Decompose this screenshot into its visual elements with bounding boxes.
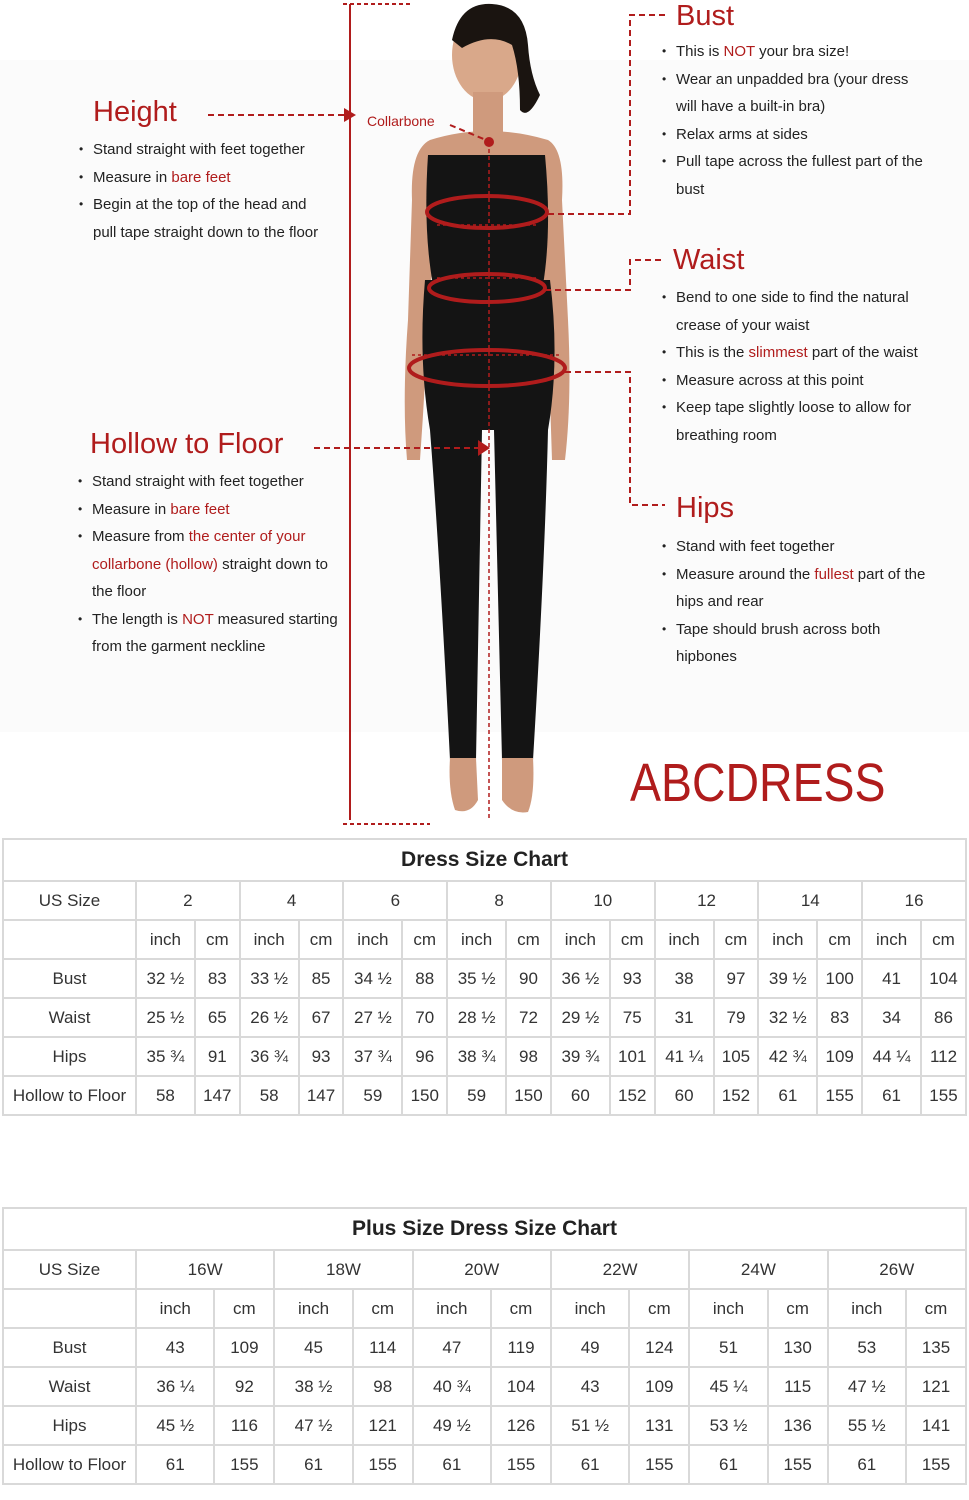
hollow-bullets bbox=[78, 468, 348, 661]
table-cell: 85 bbox=[299, 959, 344, 998]
table-cell: 105 bbox=[714, 1037, 759, 1076]
unit-header: inch bbox=[343, 920, 402, 959]
unit-blank bbox=[3, 920, 136, 959]
bullet-item: • Tape should brush across both hipbones bbox=[662, 616, 927, 671]
table-cell: 45 ¼ bbox=[689, 1367, 767, 1406]
table-cell: 65 bbox=[195, 998, 240, 1037]
table-cell: 31 bbox=[655, 998, 714, 1037]
size-header: 18W bbox=[274, 1250, 412, 1289]
height-bullets bbox=[79, 136, 329, 246]
unit-header: cm bbox=[299, 920, 344, 959]
table-cell: 83 bbox=[817, 998, 862, 1037]
bullet-item: • Bend to one side to find the natural crease of your waist bbox=[662, 284, 937, 339]
collarbone-label: Collarbone bbox=[367, 113, 435, 129]
table-cell: 40 ¾ bbox=[413, 1367, 491, 1406]
bullet-item: • Measure in bare feet bbox=[78, 496, 348, 524]
unit-header: inch bbox=[136, 920, 195, 959]
table-cell: 79 bbox=[714, 998, 759, 1037]
table-cell: 61 bbox=[758, 1076, 817, 1115]
unit-header: cm bbox=[353, 1289, 413, 1328]
size-header: 22W bbox=[551, 1250, 689, 1289]
size-header: 2 bbox=[136, 881, 240, 920]
table-cell: 61 bbox=[274, 1445, 352, 1484]
table-cell: 47 ½ bbox=[274, 1406, 352, 1445]
table-cell: 155 bbox=[214, 1445, 274, 1484]
bullet-item: • Relax arms at sides bbox=[662, 121, 927, 149]
table-cell: 45 ½ bbox=[136, 1406, 214, 1445]
table-cell: 58 bbox=[136, 1076, 195, 1115]
table-cell: 92 bbox=[214, 1367, 274, 1406]
table-row bbox=[3, 1445, 966, 1484]
unit-header: cm bbox=[610, 920, 655, 959]
bullet-item: • Stand straight with feet together bbox=[78, 468, 348, 496]
table-cell: 59 bbox=[343, 1076, 402, 1115]
table-cell: 135 bbox=[906, 1328, 966, 1367]
unit-header: inch bbox=[447, 920, 506, 959]
table-row bbox=[3, 1037, 966, 1076]
table-cell: 61 bbox=[551, 1445, 629, 1484]
table-cell: 45 bbox=[274, 1328, 352, 1367]
table-cell: 41 ¼ bbox=[655, 1037, 714, 1076]
table-cell: 49 bbox=[551, 1328, 629, 1367]
waist-title: Waist bbox=[673, 244, 745, 276]
table-cell: 35 ¾ bbox=[136, 1037, 195, 1076]
table-cell: 114 bbox=[353, 1328, 413, 1367]
table-cell: 36 ½ bbox=[551, 959, 610, 998]
table-row bbox=[3, 998, 966, 1037]
table-cell: 33 ½ bbox=[240, 959, 299, 998]
table-cell: 109 bbox=[214, 1328, 274, 1367]
table-cell: 55 ½ bbox=[828, 1406, 906, 1445]
unit-header: cm bbox=[906, 1289, 966, 1328]
unit-header: inch bbox=[551, 1289, 629, 1328]
bullet-item: • Pull tape across the fullest part of the bust bbox=[662, 148, 927, 203]
table-cell: 60 bbox=[655, 1076, 714, 1115]
brand-logo: ABCDRESS bbox=[630, 753, 886, 813]
table-cell: 83 bbox=[195, 959, 240, 998]
table-cell: 155 bbox=[629, 1445, 689, 1484]
bullet-item: • This is NOT your bra size! bbox=[662, 38, 927, 66]
table-row bbox=[3, 1328, 966, 1367]
table-cell: 75 bbox=[610, 998, 655, 1037]
unit-header: cm bbox=[195, 920, 240, 959]
table-cell: 29 ½ bbox=[551, 998, 610, 1037]
table-cell: 121 bbox=[906, 1367, 966, 1406]
unit-header: cm bbox=[491, 1289, 551, 1328]
table-cell: 53 ½ bbox=[689, 1406, 767, 1445]
table-cell: 38 ½ bbox=[274, 1367, 352, 1406]
bust-title: Bust bbox=[676, 0, 735, 32]
table-row bbox=[3, 959, 966, 998]
table-cell: 34 bbox=[862, 998, 921, 1037]
table-cell: 61 bbox=[862, 1076, 921, 1115]
size-header: 10 bbox=[551, 881, 655, 920]
bullet-item: • The length is NOT measured starting from the garment neckline bbox=[78, 606, 348, 661]
table-cell: 150 bbox=[506, 1076, 551, 1115]
unit-header: cm bbox=[921, 920, 966, 959]
table-title: Dress Size Chart bbox=[3, 839, 966, 881]
table-cell: 155 bbox=[353, 1445, 413, 1484]
bullet-item: • Begin at the top of the head and pull tape straight down to the floor bbox=[79, 191, 329, 246]
table-cell: 98 bbox=[506, 1037, 551, 1076]
unit-header: cm bbox=[714, 920, 759, 959]
row-label: Waist bbox=[3, 998, 136, 1037]
table-cell: 38 bbox=[655, 959, 714, 998]
table-cell: 115 bbox=[768, 1367, 828, 1406]
bullet-item: • Measure across at this point bbox=[662, 367, 937, 395]
table-cell: 100 bbox=[817, 959, 862, 998]
unit-header: cm bbox=[402, 920, 447, 959]
size-label: US Size bbox=[3, 881, 136, 920]
hips-title: Hips bbox=[676, 492, 735, 524]
bullet-item: • Keep tape slightly loose to allow for breathing room bbox=[662, 394, 937, 449]
size-header: 14 bbox=[758, 881, 862, 920]
bullet-item: • Measure in bare feet bbox=[79, 164, 329, 192]
row-label: Bust bbox=[3, 959, 136, 998]
table-cell: 39 ½ bbox=[758, 959, 817, 998]
bust-bullets bbox=[662, 38, 927, 203]
table-cell: 155 bbox=[921, 1076, 966, 1115]
table-cell: 61 bbox=[689, 1445, 767, 1484]
table-cell: 41 bbox=[862, 959, 921, 998]
table-cell: 126 bbox=[491, 1406, 551, 1445]
table-cell: 152 bbox=[610, 1076, 655, 1115]
size-header: 4 bbox=[240, 881, 344, 920]
table-cell: 35 ½ bbox=[447, 959, 506, 998]
table-row bbox=[3, 1076, 966, 1115]
unit-header: inch bbox=[413, 1289, 491, 1328]
table-cell: 32 ½ bbox=[758, 998, 817, 1037]
bullet-item: • Measure around the fullest part of the hips and rear bbox=[662, 561, 927, 616]
table-cell: 44 ¼ bbox=[862, 1037, 921, 1076]
unit-header: cm bbox=[817, 920, 862, 959]
bullet-item: • Measure from the center of your collarbone (hollow) straight down to the floor bbox=[78, 523, 348, 606]
table-cell: 155 bbox=[491, 1445, 551, 1484]
size-header: 6 bbox=[343, 881, 447, 920]
unit-header: cm bbox=[768, 1289, 828, 1328]
table-cell: 72 bbox=[506, 998, 551, 1037]
table-cell: 112 bbox=[921, 1037, 966, 1076]
table-cell: 155 bbox=[817, 1076, 862, 1115]
unit-header: cm bbox=[214, 1289, 274, 1328]
unit-header: inch bbox=[758, 920, 817, 959]
unit-header: inch bbox=[655, 920, 714, 959]
unit-header-row bbox=[3, 1289, 966, 1328]
row-label: Hollow to Floor bbox=[3, 1445, 136, 1484]
table-cell: 93 bbox=[299, 1037, 344, 1076]
table-cell: 67 bbox=[299, 998, 344, 1037]
table-cell: 104 bbox=[921, 959, 966, 998]
table-cell: 90 bbox=[506, 959, 551, 998]
bullet-item: • This is the slimmest part of the waist bbox=[662, 339, 937, 367]
hollow-title: Hollow to Floor bbox=[90, 428, 284, 460]
hips-bullets bbox=[662, 533, 927, 671]
table-cell: 28 ½ bbox=[447, 998, 506, 1037]
height-title: Height bbox=[93, 96, 177, 128]
size-header: 20W bbox=[413, 1250, 551, 1289]
table-cell: 86 bbox=[921, 998, 966, 1037]
bullet-item: • Wear an unpadded bra (your dress will have a built-in bra) bbox=[662, 66, 927, 121]
table-cell: 27 ½ bbox=[343, 998, 402, 1037]
table-cell: 43 bbox=[551, 1367, 629, 1406]
table-cell: 152 bbox=[714, 1076, 759, 1115]
bullet-item: • Stand straight with feet together bbox=[79, 136, 329, 164]
table-cell: 49 ½ bbox=[413, 1406, 491, 1445]
table-cell: 88 bbox=[402, 959, 447, 998]
table-cell: 34 ½ bbox=[343, 959, 402, 998]
unit-header: inch bbox=[274, 1289, 352, 1328]
size-header-row bbox=[3, 1250, 966, 1289]
table-cell: 147 bbox=[195, 1076, 240, 1115]
unit-header: inch bbox=[136, 1289, 214, 1328]
table-cell: 101 bbox=[610, 1037, 655, 1076]
table-cell: 61 bbox=[413, 1445, 491, 1484]
size-header: 12 bbox=[655, 881, 759, 920]
table-cell: 47 bbox=[413, 1328, 491, 1367]
table-cell: 136 bbox=[768, 1406, 828, 1445]
unit-header-row bbox=[3, 920, 966, 959]
table-cell: 53 bbox=[828, 1328, 906, 1367]
table-cell: 61 bbox=[136, 1445, 214, 1484]
table-cell: 150 bbox=[402, 1076, 447, 1115]
table-cell: 116 bbox=[214, 1406, 274, 1445]
dress-size-chart bbox=[2, 838, 967, 1116]
table-cell: 98 bbox=[353, 1367, 413, 1406]
row-label: Hollow to Floor bbox=[3, 1076, 136, 1115]
table-cell: 43 bbox=[136, 1328, 214, 1367]
table-cell: 119 bbox=[491, 1328, 551, 1367]
table-title: Plus Size Dress Size Chart bbox=[3, 1208, 966, 1250]
unit-header: inch bbox=[828, 1289, 906, 1328]
table-cell: 97 bbox=[714, 959, 759, 998]
table-cell: 36 ¾ bbox=[240, 1037, 299, 1076]
table-cell: 124 bbox=[629, 1328, 689, 1367]
table-title-row bbox=[3, 839, 966, 881]
table-cell: 155 bbox=[768, 1445, 828, 1484]
table-cell: 51 bbox=[689, 1328, 767, 1367]
plus-size-chart bbox=[2, 1207, 967, 1485]
unit-header: inch bbox=[862, 920, 921, 959]
table-cell: 147 bbox=[299, 1076, 344, 1115]
table-cell: 37 ¾ bbox=[343, 1037, 402, 1076]
table-cell: 121 bbox=[353, 1406, 413, 1445]
size-header: 16 bbox=[862, 881, 966, 920]
table-cell: 93 bbox=[610, 959, 655, 998]
row-label: Waist bbox=[3, 1367, 136, 1406]
table-cell: 130 bbox=[768, 1328, 828, 1367]
table-cell: 39 ¾ bbox=[551, 1037, 610, 1076]
table-cell: 109 bbox=[629, 1367, 689, 1406]
unit-blank bbox=[3, 1289, 136, 1328]
unit-header: inch bbox=[689, 1289, 767, 1328]
bullet-item: • Stand with feet together bbox=[662, 533, 927, 561]
table-cell: 36 ¼ bbox=[136, 1367, 214, 1406]
table-cell: 59 bbox=[447, 1076, 506, 1115]
table-cell: 109 bbox=[817, 1037, 862, 1076]
size-label: US Size bbox=[3, 1250, 136, 1289]
table-cell: 91 bbox=[195, 1037, 240, 1076]
unit-header: inch bbox=[240, 920, 299, 959]
row-label: Hips bbox=[3, 1037, 136, 1076]
table-row bbox=[3, 1406, 966, 1445]
size-header: 8 bbox=[447, 881, 551, 920]
table-cell: 61 bbox=[828, 1445, 906, 1484]
table-cell: 26 ½ bbox=[240, 998, 299, 1037]
unit-header: cm bbox=[629, 1289, 689, 1328]
table-cell: 51 ½ bbox=[551, 1406, 629, 1445]
table-cell: 70 bbox=[402, 998, 447, 1037]
table-cell: 58 bbox=[240, 1076, 299, 1115]
table-cell: 60 bbox=[551, 1076, 610, 1115]
waist-bullets bbox=[662, 284, 937, 449]
table-cell: 96 bbox=[402, 1037, 447, 1076]
table-cell: 131 bbox=[629, 1406, 689, 1445]
table-cell: 104 bbox=[491, 1367, 551, 1406]
table-cell: 32 ½ bbox=[136, 959, 195, 998]
table-title-row bbox=[3, 1208, 966, 1250]
size-header: 26W bbox=[828, 1250, 966, 1289]
unit-header: cm bbox=[506, 920, 551, 959]
table-row bbox=[3, 1367, 966, 1406]
table-cell: 38 ¾ bbox=[447, 1037, 506, 1076]
size-header: 16W bbox=[136, 1250, 274, 1289]
size-header: 24W bbox=[689, 1250, 827, 1289]
row-label: Bust bbox=[3, 1328, 136, 1367]
table-cell: 155 bbox=[906, 1445, 966, 1484]
table-cell: 141 bbox=[906, 1406, 966, 1445]
table-cell: 25 ½ bbox=[136, 998, 195, 1037]
unit-header: inch bbox=[551, 920, 610, 959]
size-header-row bbox=[3, 881, 966, 920]
table-cell: 42 ¾ bbox=[758, 1037, 817, 1076]
row-label: Hips bbox=[3, 1406, 136, 1445]
table-cell: 47 ½ bbox=[828, 1367, 906, 1406]
